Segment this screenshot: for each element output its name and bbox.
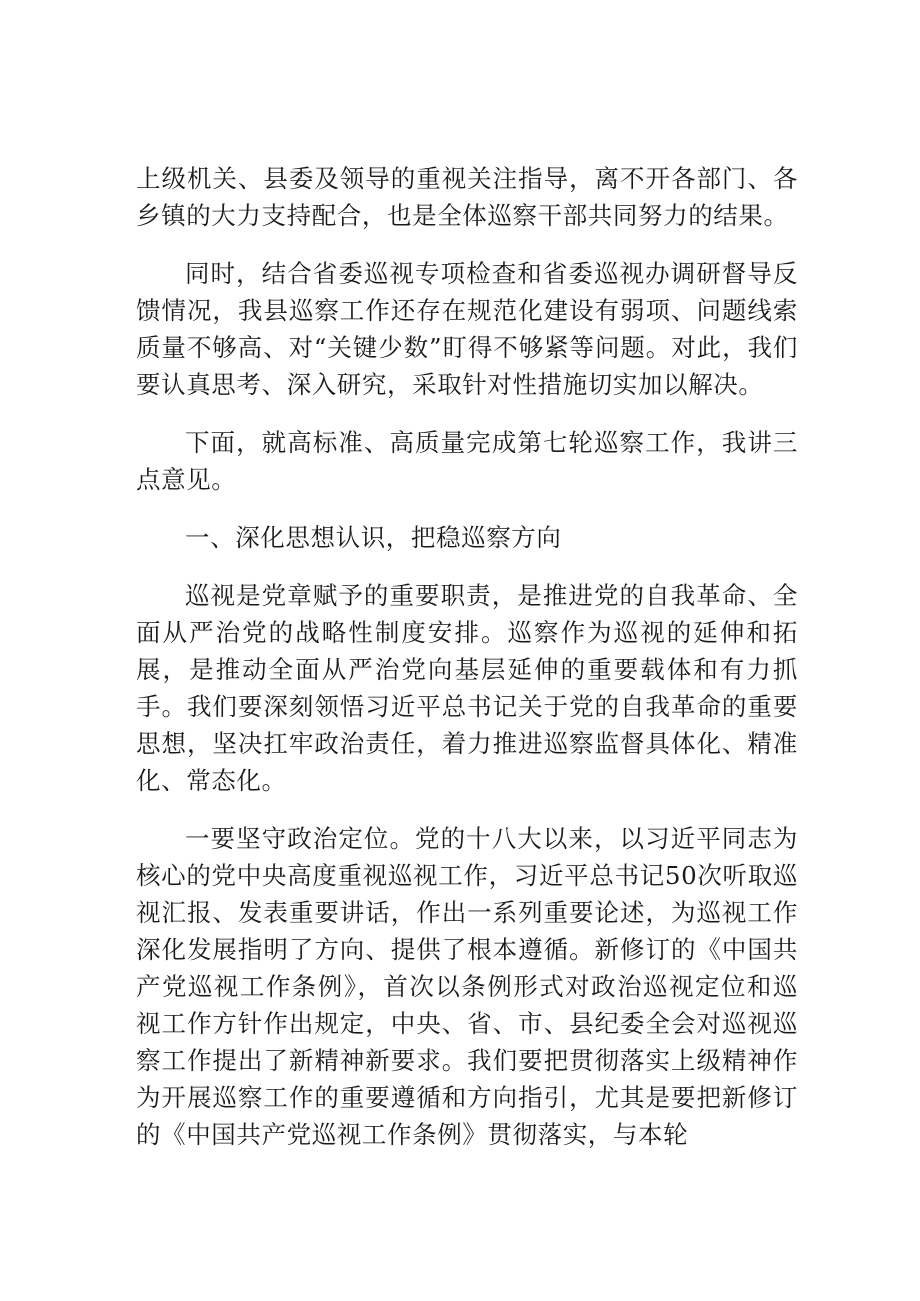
- paragraph-inspection-role: 巡视是党章赋予的重要职责，是推进党的自我革命、全面从严治党的战略性制度安排。巡察作为巡视的延伸和拓展，是推动全面从严治党向基层延伸的重要载体和有力抓手。我们要深刻领悟习近平总书记关于党的自我革命的重要思想，坚决扛牢政治责任，着力推进巡察监督具体化、精准化、常态化。: [136, 581, 798, 795]
- document-body: [136, 160, 798, 1174]
- paragraph-continuation: 上级机关、县委及领导的重视关注指导，离不开各部门、各乡镇的大力支持配合，也是全体巡察干部共同努力的结果。: [136, 164, 798, 230]
- paragraph-intro: 下面，就高标准、高质量完成第七轮巡察工作，我讲三点意见。: [136, 428, 798, 494]
- paragraph-issues: 同时，结合省委巡视专项检查和省委巡视办调研督导反馈情况，我县巡察工作还存在规范化建设有弱项、问题线索质量不够高、对“关键少数”盯得不够紧等问题。对此，我们要认真思考、深入研究，采取针对性措施切实加以解决。: [136, 259, 798, 399]
- section-heading: 一、深化思想认识，把稳巡察方向: [185, 523, 562, 552]
- paragraph-political-position: 一要坚守政治定位。党的十八大以来，以习近平同志为核心的党中央高度重视巡视工作，习近平总书记50次听取巡视汇报、发表重要讲话，作出一系列重要论述，为巡视工作深化发展指明了方向、提供了根本遵循。新修订的《中国共产党巡视工作条例》，首次以条例形式对政治巡视定位和巡视工作方针作出规定，中央、省、市、县纪委全会对巡视巡察工作提出了新精神新要求。我们要把贯彻落实上级精神作为开展巡察工作的重要遵循和方向指引，尤其是要把新修订的《中国共产党巡视工作条例》贯彻落实，与本轮: [136, 824, 798, 1149]
